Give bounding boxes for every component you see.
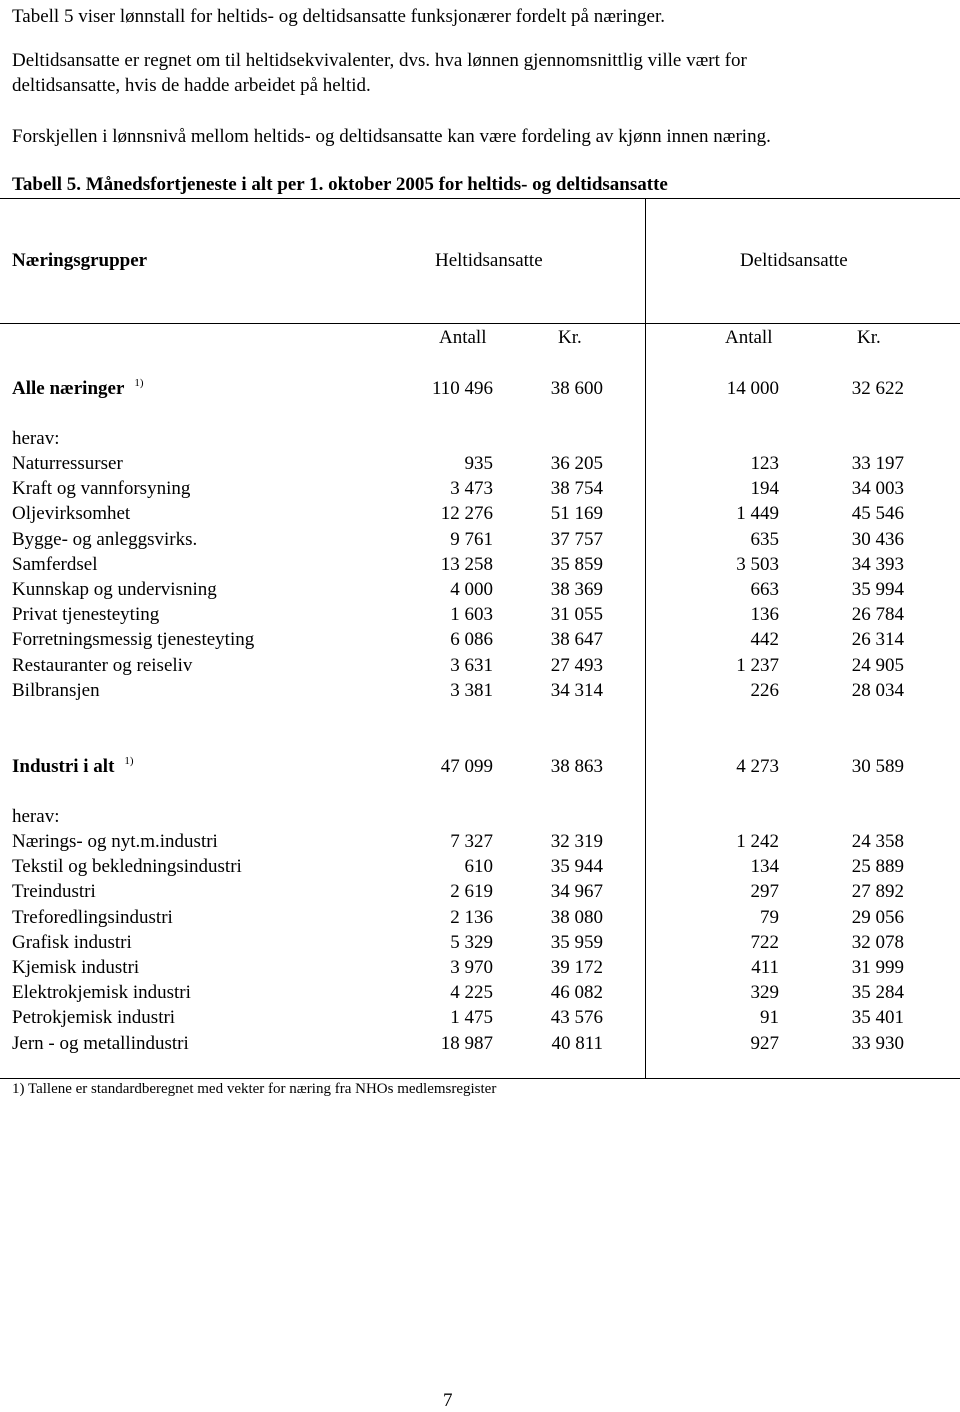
cell-kr-deltid: 28 034 [851,680,904,701]
row-label: Bygge- og anleggsvirks. [12,529,198,550]
footnote: 1) Tallene er standardberegnet med vekter for næring fra NHOs medlemsregister [12,1081,497,1097]
cell-kr-deltid: 24 905 [851,655,904,676]
cell-antall-deltid: 79 [760,907,779,928]
cell-antall-heltid: 13 258 [440,554,493,575]
cell-kr-deltid: 35 994 [851,579,904,600]
cell-kr-deltid: 26 314 [851,629,904,650]
row-label: Petrokjemisk industri [12,1007,176,1028]
cell-kr-heltid: 51 169 [550,503,603,524]
row-label: Naturressurser [12,453,123,474]
cell-antall-heltid: 935 [464,453,493,474]
intro-paragraph-2a: Deltidsansatte er regnet om til heltidsekvivalenter, dvs. hva lønnen gjennomsnittlig ville vært for [12,50,747,71]
cell-kr-deltid: 24 358 [851,831,904,852]
cell-kr-deltid: 33 197 [851,453,904,474]
cell-kr-heltid: 38 600 [550,378,603,399]
cell-kr-deltid: 27 892 [851,881,904,902]
cell-kr-deltid: 30 589 [851,756,904,777]
cell-kr-deltid: 33 930 [851,1033,904,1054]
cell-antall-deltid: 194 [750,478,779,499]
subheader-kr-heltid: Kr. [558,327,582,348]
cell-antall-deltid: 329 [750,982,779,1003]
row-label: Industri i alt $^{1)}$ [12,755,134,777]
cell-kr-deltid: 26 784 [851,604,904,625]
cell-kr-heltid: 40 811 [551,1033,603,1054]
cell-kr-heltid: 38 863 [550,756,603,777]
cell-kr-heltid: 32 319 [550,831,603,852]
cell-kr-deltid: 30 436 [851,529,904,550]
table-row [0,1005,960,1030]
row-label: Alle næringer $^{1)}$ [12,377,144,399]
cell-antall-deltid: 1 237 [736,655,779,676]
cell-antall-heltid: 6 086 [450,629,493,650]
row-label: Kjemisk industri [12,957,140,978]
table-row [0,678,960,703]
cell-antall-heltid: 5 329 [450,932,493,953]
intro-paragraph-1: Tabell 5 viser lønnstall for heltids- og deltidsansatte funksjonærer fordelt på næringer. [12,6,665,27]
table-row [0,476,960,501]
cell-antall-deltid: 1 242 [736,831,779,852]
cell-antall-deltid: 442 [750,629,779,650]
table-row [0,602,960,627]
cell-antall-heltid: 9 761 [450,529,493,550]
cell-antall-heltid: 12 276 [440,503,493,524]
intro-paragraph-3: Forskjellen i lønnsnivå mellom heltids- og deltidsansatte kan være fordeling av kjønn innen næring. [12,126,771,147]
cell-antall-heltid: 610 [464,856,493,877]
cell-antall-heltid: 4 225 [450,982,493,1003]
table-row [0,980,960,1005]
cell-antall-deltid: 14 000 [726,378,779,399]
cell-antall-heltid: 47 099 [440,756,493,777]
table-top-rule [0,198,960,199]
header-heltidsansatte: Heltidsansatte [435,250,543,271]
table-title: Tabell 5. Månedsfortjeneste i alt per 1. oktober 2005 for heltids- og deltidsansatte [12,174,668,195]
row-label: Elektrokjemisk industri [12,982,191,1003]
row-label: Oljevirksomhet [12,503,131,524]
page-number: 7 [443,1390,453,1411]
table-row [0,1031,960,1056]
herav-label: herav: [12,806,60,827]
cell-kr-deltid: 32 078 [851,932,904,953]
cell-antall-deltid: 91 [760,1007,779,1028]
cell-antall-deltid: 722 [750,932,779,953]
table-row [0,829,960,854]
subheader-antall-heltid: Antall [439,327,487,348]
table-row [0,501,960,526]
table-bottom-rule [0,1078,960,1079]
cell-kr-deltid: 31 999 [851,957,904,978]
table-row [0,854,960,879]
total-row-alle-naeringer [0,376,960,401]
cell-antall-deltid: 3 503 [736,554,779,575]
intro-paragraph-2b: deltidsansatte, hvis de hadde arbeidet på heltid. [12,75,371,96]
cell-antall-deltid: 635 [750,529,779,550]
row-label: Privat tjenesteyting [12,604,160,625]
cell-kr-heltid: 31 055 [550,604,603,625]
cell-kr-heltid: 34 314 [550,680,603,701]
cell-kr-heltid: 38 080 [550,907,603,928]
cell-antall-heltid: 18 987 [440,1033,493,1054]
row-label: Treforedlingsindustri [12,907,173,928]
cell-kr-heltid: 34 967 [550,881,603,902]
cell-antall-deltid: 136 [750,604,779,625]
cell-antall-deltid: 226 [750,680,779,701]
cell-kr-heltid: 38 754 [550,478,603,499]
cell-antall-deltid: 927 [750,1033,779,1054]
cell-kr-heltid: 38 369 [550,579,603,600]
table-header-rule [0,323,960,324]
row-label: Nærings- og nyt.m.industri [12,831,218,852]
table-row [0,930,960,955]
cell-antall-heltid: 1 603 [450,604,493,625]
cell-antall-deltid: 663 [750,579,779,600]
table-row [0,653,960,678]
cell-kr-heltid: 35 959 [550,932,603,953]
total-row-industri [0,754,960,779]
cell-kr-deltid: 35 401 [851,1007,904,1028]
table-row [0,577,960,602]
cell-kr-heltid: 38 647 [550,629,603,650]
cell-kr-heltid: 43 576 [550,1007,603,1028]
cell-kr-deltid: 35 284 [851,982,904,1003]
table-row [0,879,960,904]
cell-antall-heltid: 3 473 [450,478,493,499]
cell-antall-deltid: 4 273 [736,756,779,777]
cell-kr-heltid: 35 944 [550,856,603,877]
cell-kr-deltid: 32 622 [851,378,904,399]
herav-label: herav: [12,428,60,449]
row-label: Treindustri [12,881,96,902]
cell-kr-heltid: 46 082 [550,982,603,1003]
table-row [0,955,960,980]
cell-antall-deltid: 1 449 [736,503,779,524]
cell-antall-heltid: 3 970 [450,957,493,978]
cell-kr-deltid: 45 546 [851,503,904,524]
cell-antall-heltid: 3 631 [450,655,493,676]
row-label: Kraft og vannforsyning [12,478,191,499]
cell-antall-deltid: 123 [750,453,779,474]
cell-antall-heltid: 2 136 [450,907,493,928]
cell-antall-deltid: 134 [750,856,779,877]
table-row [0,451,960,476]
cell-kr-heltid: 27 493 [550,655,603,676]
cell-kr-heltid: 37 757 [550,529,603,550]
row-label: Grafisk industri [12,932,132,953]
cell-kr-deltid: 25 889 [851,856,904,877]
row-label: Kunnskap og undervisning [12,579,217,600]
cell-antall-heltid: 110 496 [431,378,493,399]
cell-antall-heltid: 7 327 [450,831,493,852]
cell-antall-heltid: 1 475 [450,1007,493,1028]
cell-kr-deltid: 29 056 [851,907,904,928]
table-row [0,905,960,930]
header-naeringsgrupper: Næringsgrupper [12,250,148,271]
cell-antall-heltid: 2 619 [450,881,493,902]
row-label: Samferdsel [12,554,98,575]
table-row [0,527,960,552]
cell-kr-heltid: 35 859 [550,554,603,575]
subheader-antall-deltid: Antall [725,327,773,348]
row-label: Restauranter og reiseliv [12,655,193,676]
cell-antall-heltid: 4 000 [450,579,493,600]
cell-kr-heltid: 39 172 [550,957,603,978]
cell-kr-heltid: 36 205 [550,453,603,474]
row-label: Jern - og metallindustri [12,1033,189,1054]
cell-kr-deltid: 34 003 [851,478,904,499]
table-row [0,552,960,577]
cell-antall-deltid: 297 [750,881,779,902]
row-label: Forretningsmessig tjenesteyting [12,629,255,650]
row-label: Tekstil og bekledningsindustri [12,856,242,877]
cell-antall-heltid: 3 381 [450,680,493,701]
table-row [0,627,960,652]
subheader-kr-deltid: Kr. [857,327,881,348]
cell-kr-deltid: 34 393 [851,554,904,575]
row-label: Bilbransjen [12,680,100,701]
header-deltidsansatte: Deltidsansatte [740,250,848,271]
cell-antall-deltid: 411 [751,957,779,978]
